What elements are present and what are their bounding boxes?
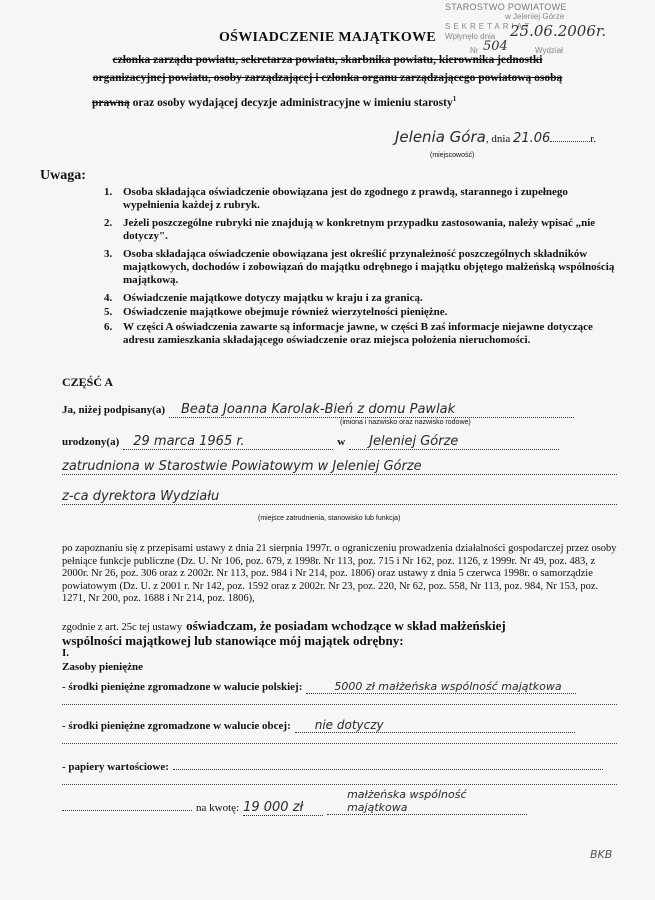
born-place: Jeleniej Górze — [349, 434, 559, 450]
place-date — [395, 128, 615, 146]
place-caption: (miejscowość) — [430, 152, 475, 159]
pln-label: - środki pieniężne zgromadzone w walucie polskiej: — [62, 681, 303, 693]
born-in-label: w — [337, 436, 346, 448]
pln-row — [62, 677, 622, 695]
employment-line-1: zatrudniona w Starostwie Powiatowym w Jeleniej Górze — [62, 459, 617, 475]
amount-label: na kwotę: — [196, 802, 240, 814]
employment-caption: (miejsce zatrudnienia, stanowisko lub funkcja) — [258, 515, 401, 522]
subtitle-line-3 — [92, 91, 572, 112]
place-value: Jelenia Góra — [395, 128, 486, 146]
stamp-dept: SEKRETARIAT — [445, 22, 533, 31]
notes-heading: Uwaga: — [40, 168, 86, 183]
amount-row — [62, 788, 622, 816]
note-item: 4. Oświadczenie majątkowe dotyczy majątku w kraju i za granicą. — [104, 292, 423, 304]
section-heading: Zasoby pieniężne — [62, 661, 143, 673]
born-date: 29 marca 1965 r. — [123, 434, 333, 450]
stamp-number: 504 — [483, 39, 508, 54]
stamp-received-date: 25.06.2006r. — [510, 22, 607, 40]
note-item: 2. Jeżeli poszczególne rubryki nie znajdują w konkretnym przypadku zastosowania, należy wpisać „nie dotyczy". — [104, 217, 596, 242]
born-label: urodzony(a) — [62, 436, 120, 448]
date-suffix: r. — [590, 133, 597, 145]
blank-line — [62, 784, 617, 785]
securities-label: - papiery wartościowe: — [62, 761, 169, 773]
foreign-row — [62, 716, 622, 734]
stamp-attach: Wydział — [535, 46, 563, 55]
blank-line — [62, 743, 617, 744]
signature-initials: BKB — [590, 848, 613, 861]
foreign-label: - środki pieniężne zgromadzone w walucie obcej: — [62, 720, 291, 732]
name-row — [62, 400, 622, 418]
stamp-city: w Jeleniej Górze — [505, 12, 565, 21]
amount-value: 19 000 zł — [243, 800, 323, 816]
name-caption: (imiona i nazwisko oraz nazwisko rodowe) — [340, 419, 471, 426]
stamp-received-label: Wpłynęło dnia — [445, 32, 496, 41]
pln-value: 5000 zł małżeńska wspólność majątkowa — [306, 680, 576, 694]
footnote-marker: 1 — [452, 95, 457, 103]
stamp-number-label: Nr — [470, 46, 479, 55]
birth-row — [62, 432, 622, 450]
part-a-heading: CZĘŚĆ A — [62, 375, 114, 389]
name-label: Ja, niżej podpisany(a) — [62, 404, 165, 416]
subtitle-rest: oraz osoby wydającej decyzje administracyjne w imieniu starosty — [132, 96, 453, 109]
date-value: 21.06 — [513, 131, 551, 146]
subtitle-strike-word: prawną — [92, 96, 130, 109]
note-item: 5. Oświadczenie majątkowe obejmuje również wierzytelności pieniężne. — [104, 306, 448, 318]
stamp-office: STAROSTWO POWIATOWE — [445, 2, 567, 12]
foreign-value: nie dotyczy — [295, 718, 575, 733]
subtitle-line-2: organizacyjnej powiatu, osoby zarządzającej i członka organu zarządzającego powiatową osobą — [92, 72, 563, 84]
declaration-bold-1: oświadczam, że posiadam wchodzące w skład małżeńskiej — [186, 618, 506, 633]
securities-row — [62, 757, 622, 775]
name-value: Beata Joanna Karolak-Bień z domu Pawlak — [169, 402, 574, 418]
declaration-bold-2: wspólności majątkowej lub stanowiące mój majątek odrębny: — [62, 633, 404, 648]
employment-line-2: z-ca dyrektora Wydziału — [62, 489, 617, 505]
document-title: OŚWIADCZENIE MAJĄTKOWE — [218, 30, 437, 45]
date-label: , dnia — [485, 133, 511, 145]
legal-basis-text: po zapoznaniu się z przepisami ustawy z dnia 21 sierpnia 1997r. o ograniczeniu prowadzenia działalności gospodarczej przez osoby pełniące funkcje publiczne (Dz. U. Nr 106, poz. 679, z 1998r. Nr 113, poz. 715 i Nr 162, poz. 1126, z 1999r. Nr 49, poz. 483, z 2000r. Nr 26, poz. 306 oraz z 2002r. Nr 113, poz. 984 i Nr 214, poz. 1806) oraz ustawy z dnia 5 czerwca 1998r. o samorządzie powiatowym (Dz. U. z 2001 r. Nr 142, poz. 1592 oraz z 2002r. Nr 23, poz. 220, Nr 62, poz. 558, Nr 113, poz. 984, Nr 153, poz. 1271, Nr 200, poz. 1688 i Nr 214, poz. 1806), — [62, 543, 617, 604]
registry-stamp — [445, 2, 650, 54]
blank-line — [62, 704, 617, 705]
note-item: 6. W części A oświadczenia zawarte są informacje jawne, w części B zaś informacje niejawne dotyczące adresu zamieszkania składającego oświadczenie oraz miejsca położenia nieruchomości. — [104, 321, 593, 346]
subtitle-line-1: członka zarządu powiatu, sekretarza powiatu, skarbnika powiatu, kierownika jednostki — [112, 54, 543, 66]
note-item: 3. Osoba składająca oświadczenie obowiązana jest określić przynależność poszczególnych składników majątkowych, dochodów i zobowiązań do majątku odrębnego i majątku objętego małżeńską wspólnością majątkową. — [104, 248, 615, 286]
amount-note: małżeńska wspólność majątkowa — [327, 788, 527, 815]
note-item: 1. Osoba składająca oświadczenie obowiązana jest do zgodnego z prawdą, starannego i zupełnego wypełnienia każdej z rubryk. — [104, 186, 568, 211]
section-roman: I. — [62, 647, 70, 659]
declaration-prefix: zgodnie z art. 25c tej ustawy — [62, 622, 183, 633]
